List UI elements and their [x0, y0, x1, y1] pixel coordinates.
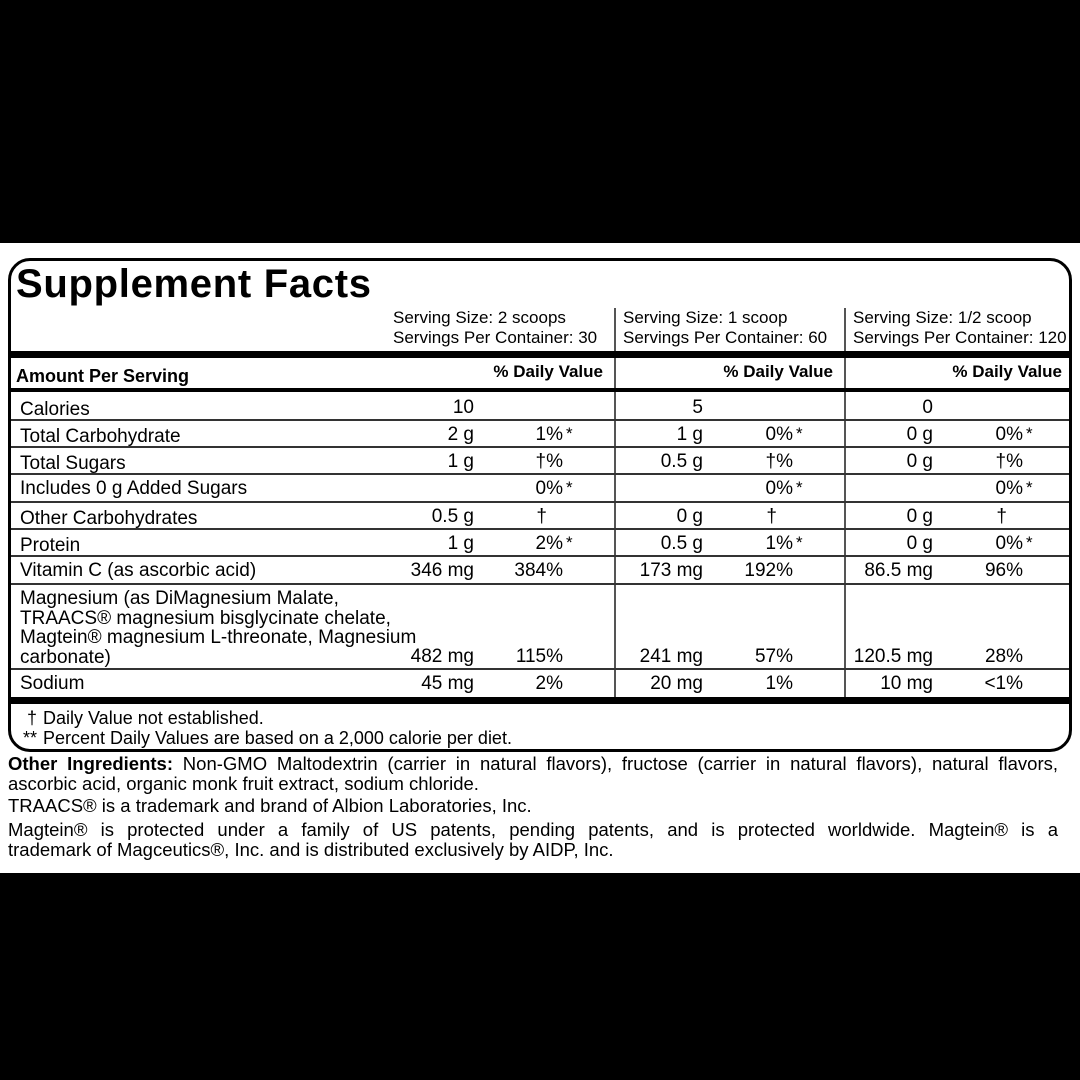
- amount-value: 482 mg: [410, 646, 474, 667]
- serving-size: Serving Size: 2 scoops: [393, 308, 566, 327]
- daily-value-heading: % Daily Value: [952, 362, 1062, 381]
- thick-rule: [11, 697, 1069, 704]
- nutrient-row-other-carbohydrates: [11, 503, 1069, 530]
- traacs-trademark-note: [8, 796, 1058, 816]
- daily-value: 0%: [765, 424, 793, 445]
- amount-value: 0 g: [906, 424, 933, 445]
- footnote-text: Daily Value not established.: [43, 708, 264, 728]
- daily-value: †%: [535, 451, 563, 472]
- amount-per-serving-heading: Amount Per Serving: [16, 366, 190, 386]
- nutrient-row-magnesium: [11, 585, 1069, 670]
- daily-value: †%: [765, 451, 793, 472]
- daily-value: †: [766, 506, 777, 527]
- footnote-symbol: **: [22, 728, 37, 748]
- serving-info-1-scoop: [623, 308, 827, 348]
- label-line: carbonate): [20, 646, 111, 668]
- magtein-trademark-note: [8, 820, 1058, 860]
- thick-rule: [11, 351, 1069, 358]
- footnote-mark: *: [1026, 533, 1033, 552]
- footnote-mark: *: [1026, 424, 1033, 443]
- other-ingredients: [8, 754, 1058, 794]
- daily-value: †: [536, 506, 547, 527]
- amount-value: 1 g: [447, 451, 474, 472]
- nutrient-label: Includes 0 g Added Sugars: [20, 478, 248, 499]
- nutrient-label: Other Carbohydrates: [20, 508, 198, 529]
- daily-value: 0%: [535, 478, 563, 499]
- daily-value: <1%: [984, 673, 1023, 694]
- daily-value: †: [996, 506, 1007, 527]
- servings-per-container: Servings Per Container: 60: [623, 328, 828, 347]
- footnote-mark: *: [796, 478, 803, 497]
- amount-value: 0.5 g: [431, 506, 474, 527]
- amount-value: 120.5 mg: [853, 646, 933, 667]
- nutrient-label: Sodium: [20, 673, 85, 694]
- nutrient-row-vitamin-c: [11, 557, 1069, 585]
- daily-value: 1%: [765, 533, 793, 554]
- amount-value: 45 mg: [421, 673, 474, 694]
- amount-value: 0: [922, 397, 933, 418]
- nutrient-row-total-carbohydrate: [11, 421, 1069, 448]
- footnote-mark: *: [566, 533, 573, 552]
- footnote-mark: *: [796, 533, 803, 552]
- amount-value: 173 mg: [639, 560, 703, 581]
- amount-value: 10: [452, 397, 474, 418]
- serving-info-half-scoop: [853, 308, 1067, 348]
- amount-value: 0 g: [906, 451, 933, 472]
- footnote-symbol: †: [26, 708, 37, 728]
- daily-value: 28%: [984, 646, 1023, 667]
- other-ingredients-text: Non-GMO Maltodextrin (carrier in natural flavors), fructose (carrier in natural flavors), natural flavors,: [182, 753, 1058, 774]
- amount-value: 1 g: [447, 533, 474, 554]
- footnote-double-asterisk: [16, 728, 512, 748]
- amount-value: 86.5 mg: [864, 560, 933, 581]
- daily-value: †%: [995, 451, 1023, 472]
- amount-value: 241 mg: [639, 646, 703, 667]
- panel-title: Supplement Facts: [16, 262, 372, 306]
- nutrient-label: Total Carbohydrate: [20, 426, 181, 447]
- nutrient-label: Vitamin C (as ascorbic acid): [20, 560, 257, 581]
- amount-value: 0 g: [906, 533, 933, 554]
- daily-value-heading: % Daily Value: [723, 362, 833, 381]
- daily-value: 115%: [515, 646, 563, 667]
- amount-value: 1 g: [676, 424, 703, 445]
- nutrient-label: Calories: [20, 399, 90, 420]
- amount-value: 0.5 g: [660, 451, 703, 472]
- daily-value: 1%: [535, 424, 563, 445]
- daily-value: 0%: [995, 533, 1023, 554]
- trademark-text: TRAACS® is a trademark and brand of Albion Laboratories, Inc.: [8, 795, 532, 816]
- servings-per-container: Servings Per Container: 120: [853, 328, 1067, 347]
- trademark-text: Magtein® is protected under a family of US patents, pending patents, and is protected worldwide. Magtein® is a: [8, 819, 1058, 840]
- footnote-dagger: [16, 708, 264, 728]
- amount-value: 20 mg: [650, 673, 703, 694]
- footnote-mark: *: [566, 478, 573, 497]
- serving-size: Serving Size: 1 scoop: [623, 308, 788, 327]
- daily-value: 57%: [754, 646, 793, 667]
- nutrient-row-calories: [11, 392, 1069, 421]
- daily-value: 0%: [765, 478, 793, 499]
- serving-info-2-scoops: [393, 308, 597, 348]
- other-ingredients-label: Other Ingredients:: [8, 753, 173, 774]
- daily-value-heading: % Daily Value: [493, 362, 603, 381]
- nutrient-table: [11, 392, 1069, 697]
- footnote-mark: *: [566, 424, 573, 443]
- daily-value: 192%: [744, 560, 793, 581]
- daily-value: 1%: [765, 673, 793, 694]
- nutrient-label: Protein: [20, 535, 81, 556]
- amount-value: 5: [692, 397, 703, 418]
- nutrient-row-added-sugars: [11, 475, 1069, 503]
- daily-value: 384%: [514, 560, 563, 581]
- daily-value: 0%: [995, 424, 1023, 445]
- nutrient-label: [20, 589, 416, 667]
- daily-value: 96%: [984, 560, 1023, 581]
- amount-value: 346 mg: [410, 560, 474, 581]
- nutrient-row-total-sugars: [11, 448, 1069, 475]
- amount-value: 0 g: [676, 506, 703, 527]
- footnote-text: Percent Daily Values are based on a 2,000 calorie per diet.: [43, 728, 512, 748]
- label-line: Magnesium (as DiMagnesium Malate,: [20, 588, 339, 609]
- other-ingredients-line: [8, 754, 1058, 774]
- daily-value: 0%: [995, 478, 1023, 499]
- label-line: TRAACS® magnesium bisglycinate chelate,: [20, 607, 391, 629]
- other-ingredients-line: ascorbic acid, organic monk fruit extract, sodium chloride.: [8, 773, 479, 794]
- nutrient-row-sodium: [11, 670, 1069, 697]
- serving-size: Serving Size: 1/2 scoop: [853, 308, 1032, 327]
- trademark-text: trademark of Magceutics®, Inc. and is distributed exclusively by AIDP, Inc.: [8, 839, 614, 860]
- amount-value: 10 mg: [880, 673, 933, 694]
- footnote-mark: *: [796, 424, 803, 443]
- amount-value: 2 g: [447, 424, 474, 445]
- daily-value: 2%: [535, 673, 563, 694]
- amount-value: 0.5 g: [660, 533, 703, 554]
- nutrient-label: Total Sugars: [20, 453, 126, 474]
- label-line: Magtein® magnesium L-threonate, Magnesium: [20, 627, 417, 648]
- daily-value: 2%: [535, 533, 563, 554]
- servings-per-container: Servings Per Container: 30: [393, 328, 598, 347]
- nutrient-row-protein: [11, 530, 1069, 557]
- amount-value: 0 g: [906, 506, 933, 527]
- footnote-mark: *: [1026, 478, 1033, 497]
